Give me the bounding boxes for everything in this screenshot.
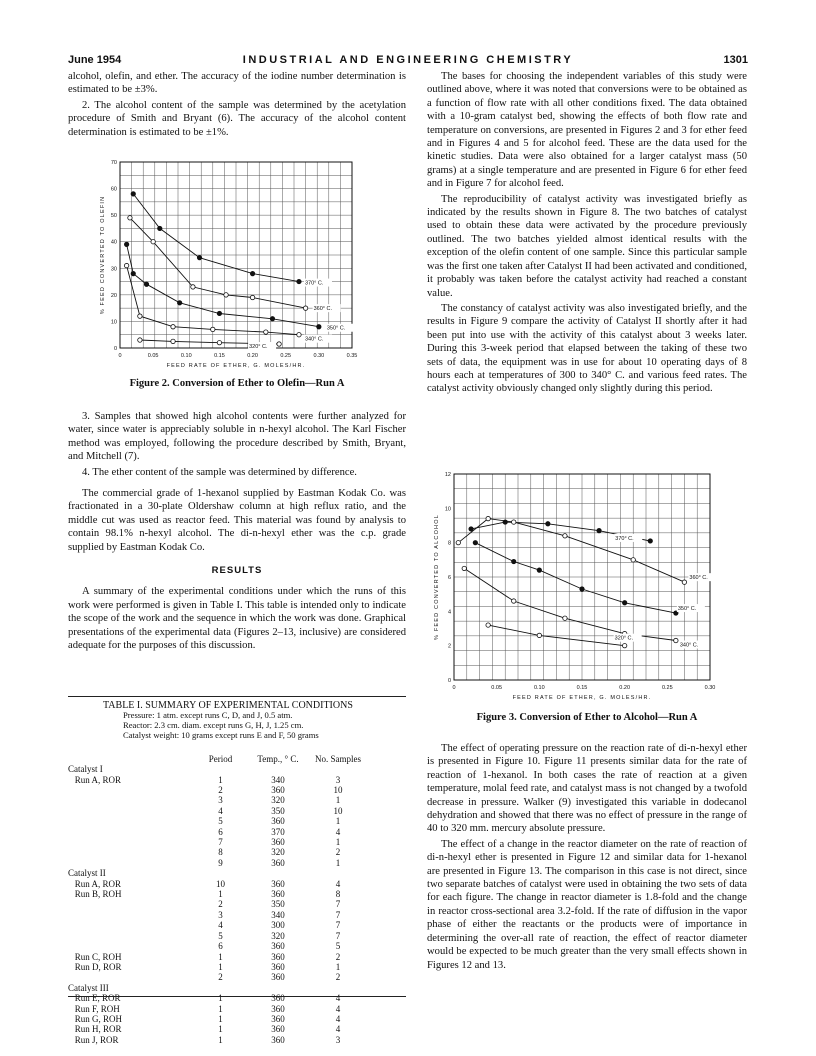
table-cell: 10	[216, 878, 225, 889]
y-tick-label: 20	[110, 292, 117, 299]
data-point	[224, 293, 228, 297]
data-point	[580, 587, 584, 591]
table-cell	[68, 910, 193, 920]
table-cell	[68, 972, 193, 982]
table-cell: 350	[271, 899, 285, 910]
data-point	[486, 516, 490, 520]
data-point	[217, 311, 221, 315]
x-tick-label: 0.25	[661, 685, 673, 691]
table-cell: Run H, ROR	[68, 1024, 122, 1035]
table-row	[68, 920, 368, 930]
data-point	[270, 317, 274, 321]
table-row	[68, 816, 368, 826]
x-tick-label: 0	[118, 353, 122, 359]
data-point	[128, 216, 132, 220]
table-row	[68, 1024, 368, 1034]
table-cell	[68, 827, 193, 837]
table-header-row	[68, 744, 368, 764]
y-axis-label: % FEED CONVERTED TO OLEFIN	[100, 195, 106, 315]
paragraph: The effect of a change in the reactor diameter on the rate of reaction of di-n-hexyl ether is presented in Figure 12 and similar data for 1-hexanol are presented in Figure 13. The comparison in this case is not direct, since two separate batches of catalyst were used in obtaining the two sets of data for each figure. The change in reactor diameter is 1.8-fold and the change in reactor cross-sectional area 3.2-fold. If the rate of diffusion in the vapor phase of either the reactants or the products were of importance in determining the over-all rate of reaction, the effect of reactor diameter would be expected to be much greater than the very small effects shown in Figures 12 and 13.	[427, 838, 747, 971]
x-tick-label: 0.10	[180, 353, 192, 359]
x-tick-label: 0.30	[313, 353, 325, 359]
table-row	[68, 764, 368, 774]
data-point	[277, 342, 281, 346]
table-header-cell: Temp., ° C.	[257, 753, 299, 764]
table-top-rule	[68, 696, 406, 697]
table-title: TABLE I. SUMMARY OF EXPERIMENTAL CONDITIONS	[103, 700, 353, 711]
data-point	[250, 271, 254, 275]
table-cell: 7	[218, 837, 223, 848]
table-cell	[248, 868, 308, 878]
x-tick-label: 0.35	[346, 353, 358, 359]
table-cell: 8	[218, 847, 223, 858]
paragraph: The reproducibility of catalyst activity was investigated briefly as indicated by the results shown in Figure 8. The two batches of catalyst used to obtain these data were activated by the procedure previously outlined. The two batches yielded almost identical results with the exception of the olefin content of one sample. Since this particular sample was the first one taken after Catalyst II had been activated and conditioned, it probably was taken before the catalyst activity had reached a constant value.	[427, 193, 747, 299]
x-axis-label: FEED RATE OF ETHER, G. MOLES/HR.	[512, 695, 652, 701]
table-cell	[68, 847, 193, 857]
y-tick-label: 60	[110, 186, 117, 193]
data-point	[317, 325, 321, 329]
paragraph: The bases for choosing the independent variables of this study were outlined above, where it was noted that conversions were to be obtained as a function of flow rate with all other conditions fixed. The data obtained with a 10-gram catalyst bed, showing the effects of both flow rate and temperature on conversions, are presented in Figures 2 and 3 for ether feed and in Figures 4 and 5 for alcohol feed. These are the data used for the kinetic studies. Data were also obtained for a larger catalyst mass (50 grams) at a single temperature and are presented in Figure 6 for ether feed and in Figure 7 for alcohol feed.	[427, 71, 747, 190]
curve-label: 360° C.	[313, 306, 333, 313]
table-cell: 360	[271, 889, 285, 900]
table-cell	[68, 795, 193, 805]
table-cell	[68, 816, 193, 826]
table-cell: 2	[335, 951, 341, 962]
y-tick-label: 10	[444, 506, 451, 513]
table-cell	[308, 764, 368, 774]
paragraph: 4. The ether content of the sample was determined by difference.	[82, 466, 357, 478]
table-cell: 2	[218, 899, 223, 910]
table-cell: 360	[271, 1013, 285, 1024]
data-point	[512, 599, 516, 603]
table-cell: Catalyst II	[68, 868, 106, 879]
table-cell: 300	[271, 920, 285, 931]
table-cell: Catalyst I	[68, 764, 103, 775]
table-row	[68, 910, 368, 920]
y-tick-label: 12	[444, 472, 451, 478]
data-point	[124, 242, 128, 246]
table-body	[68, 744, 368, 1045]
table-cell: Run D, ROR	[68, 961, 122, 972]
table-cell: 360	[271, 1024, 285, 1035]
x-tick-label: 0.20	[247, 353, 258, 359]
data-point	[211, 327, 215, 331]
table-cell: 1	[218, 889, 223, 900]
table-cell: Run B, ROH	[68, 889, 122, 900]
table-cell: 1	[218, 1003, 223, 1014]
table-cell: 1	[218, 774, 223, 785]
data-point	[674, 638, 678, 642]
data-point	[197, 255, 201, 259]
table-cell: 360	[271, 951, 285, 962]
data-point	[171, 325, 175, 329]
paragraph: A summary of the experimental conditions under which the runs of this work were performed is given in Table I. This table is intended only to indicate the scope of the work and the sequence in which the work was done. Graphical presentations of the experimental data (Figures 2–13, inclusive) are considered adequate for the purposes of this discussion.	[68, 586, 406, 652]
table-row	[68, 806, 368, 816]
table-cell: Run F, ROH	[68, 1003, 120, 1014]
data-point	[563, 616, 567, 620]
data-point	[191, 285, 195, 289]
table-cell	[68, 785, 193, 795]
table-row	[68, 858, 368, 868]
y-tick-label: 0	[447, 678, 451, 684]
curve-label: 370° C.	[304, 280, 324, 287]
table-cell: 4	[335, 826, 341, 837]
table-cell	[68, 931, 193, 941]
table-cell	[248, 764, 308, 774]
data-point	[250, 295, 254, 299]
x-tick-label: 0.05	[491, 685, 503, 691]
table-cell: 2	[218, 785, 223, 795]
table-cell: 1	[218, 993, 223, 1004]
data-point	[631, 558, 635, 562]
table-cell: 8	[335, 889, 341, 900]
series-line	[464, 568, 676, 640]
table-cell	[68, 837, 193, 847]
table-cell: 1	[218, 951, 223, 962]
curve-label: 350° C.	[326, 325, 346, 332]
table-cell	[68, 920, 193, 930]
data-point	[473, 540, 477, 544]
table-cell: 1	[335, 857, 341, 868]
table-cell: 7	[335, 909, 341, 920]
table-cell	[68, 806, 193, 816]
table-row	[68, 785, 368, 795]
table-cell: 1	[335, 837, 341, 848]
table-note: Catalyst weight: 10 grams except runs E and F, 50 grams	[123, 729, 319, 740]
table-cell: 360	[271, 972, 285, 983]
y-tick-label: 40	[110, 239, 117, 246]
data-point	[469, 527, 473, 531]
table-cell	[308, 868, 368, 878]
data-point	[217, 340, 221, 344]
paragraph: alcohol, olefin, and ether. The accuracy of the iodine number determination is estimated to be ±3%.	[68, 71, 406, 96]
data-point	[177, 301, 181, 305]
table-cell: 360	[271, 1034, 285, 1045]
data-point	[512, 520, 516, 524]
data-point	[546, 522, 550, 526]
table-cell: 1	[218, 1034, 223, 1045]
table-cell: 320	[271, 930, 285, 941]
table-cell: 3	[335, 1034, 341, 1045]
paragraph: The commercial grade of 1-hexanol supplied by Eastman Kodak Co. was fractionated in a 30-plate Oldershaw column at high reflux ratio, and the middle cut was used as reactor feed. This material was found by analysis to contain 98.1% n-hexyl alcohol. The di-n-hexyl ether was the c.p. grade supplied by Eastman Kodak Co.	[68, 488, 406, 553]
data-point	[138, 314, 142, 318]
page-number: 1301	[723, 54, 748, 66]
paragraph: The effect of operating pressure on the reaction rate of di-n-hexyl ether is presented in Figure 10. Figure 11 presents similar data for the rate of reaction of 1-hexanol. In both cases the rate of reaction at a given temperature, molal feed rate, and catalyst mass is not changed by a twofold decrease in pressure. Walker (9) investigated this variable in dodecanol dehydration and showed that there was no effect of pressure in the range of 40 to 320 mm. mercury absolute pressure.	[427, 743, 747, 835]
table-cell: 1	[335, 795, 341, 806]
y-tick-label: 8	[447, 540, 451, 547]
table-cell: 3	[218, 795, 223, 806]
table-cell: 2	[335, 847, 341, 858]
y-tick-label: 4	[447, 609, 451, 616]
data-point	[171, 339, 175, 343]
table-cell: 4	[335, 878, 341, 889]
table-cell: 5	[335, 941, 341, 952]
data-point	[131, 271, 135, 275]
table-cell: 360	[271, 941, 285, 952]
table-header-cell: Period	[208, 753, 233, 764]
table-cell: Run A, ROR	[68, 774, 122, 785]
paragraph: 3. Samples that showed high alcohol contents were further analyzed for water, since water is appreciably soluble in n-hexyl alcohol. The Karl Fischer method was employed, following the procedure described by Smith, Bryant, and Mitchell (7).	[68, 411, 406, 463]
table-cell: 340	[271, 909, 285, 920]
curve-label: 350° C.	[677, 606, 697, 613]
table-row	[68, 983, 368, 993]
table-cell: 7	[335, 930, 341, 941]
table-cell: 6	[218, 826, 223, 837]
table-cell: 360	[271, 993, 285, 1004]
table-row	[68, 941, 368, 951]
x-tick-label: 0.15	[576, 685, 588, 691]
figure-2	[84, 150, 384, 377]
table-cell	[193, 868, 248, 878]
table-cell: 5	[218, 930, 223, 941]
table-row	[68, 889, 368, 899]
table-row	[68, 879, 368, 889]
table-row	[68, 972, 368, 982]
data-point	[297, 279, 301, 283]
y-axis-label: % FEED CONVERTED TO ALCOHOL	[434, 514, 440, 640]
table-cell: 10	[333, 805, 343, 816]
x-tick-label: 0.10	[533, 685, 545, 691]
data-point	[144, 282, 148, 286]
paragraph: The constancy of catalyst activity was also investigated briefly, and the results in Figure 9 compare the activity of Catalyst II shortly after it had been put into use with the activity of this catalyst about 3 weeks later. During this 3-week period that elapsed between the taking of these two sets of data, the equipment was in use for about 10 operating days of 8 hours each at temperatures of 300 to 340° C. and various feed rates. The catalyst activity obviously changed only slightly during this period.	[427, 302, 747, 395]
table-cell: 4	[335, 1003, 341, 1014]
data-point	[486, 623, 490, 627]
table-cell: 2	[218, 972, 223, 983]
curve-label: 340° C.	[304, 336, 324, 343]
curve-label: 320° C.	[614, 635, 634, 642]
table-cell: 10	[333, 785, 343, 795]
data-point	[622, 643, 626, 647]
table-note: Pressure: 1 atm. except runs C, D, and J, 0.5 atm.	[123, 710, 293, 721]
journal-title: INDUSTRIAL AND ENGINEERING CHEMISTRY	[242, 54, 574, 66]
table-header-cell: No. Samples	[315, 753, 361, 764]
data-point	[622, 601, 626, 605]
data-point	[648, 539, 652, 543]
table-row	[68, 962, 368, 972]
table-row	[68, 952, 368, 962]
table-row	[68, 795, 368, 805]
table-cell	[68, 941, 193, 951]
data-point	[563, 534, 567, 538]
figure-3	[434, 468, 730, 711]
y-tick-label: 30	[110, 266, 117, 273]
table-cell: 320	[271, 847, 285, 858]
y-tick-label: 0	[113, 346, 117, 352]
data-point	[297, 333, 301, 337]
data-point	[158, 226, 162, 230]
data-point	[462, 566, 466, 570]
figure-2-chart	[84, 150, 384, 372]
table-row	[68, 837, 368, 847]
table-1	[68, 701, 406, 1045]
figure-3-chart	[434, 468, 730, 706]
x-tick-label: 0.30	[704, 685, 716, 691]
y-tick-label: 70	[110, 160, 117, 166]
table-cell: 5	[218, 816, 223, 827]
table-cell	[193, 764, 248, 774]
table-cell: 1	[335, 816, 341, 827]
x-tick-label: 0.25	[280, 353, 292, 359]
data-point	[456, 540, 460, 544]
table-cell: 4	[218, 920, 223, 931]
table-cell: 360	[271, 785, 285, 795]
data-point	[303, 306, 307, 310]
data-point	[512, 559, 516, 563]
table-cell: 4	[335, 993, 341, 1004]
y-tick-label: 50	[110, 213, 117, 220]
curve-label: 360° C.	[689, 575, 708, 582]
right-column-top	[427, 70, 747, 398]
table-cell: 2	[335, 972, 341, 983]
data-point	[124, 263, 128, 267]
table-cell: 360	[271, 816, 285, 827]
data-point	[537, 568, 541, 572]
table-cell: 7	[335, 899, 341, 910]
table-row	[68, 1004, 368, 1014]
curve-label: 370° C.	[615, 535, 634, 542]
data-point	[597, 528, 601, 532]
table-cell: 350	[271, 805, 285, 816]
paragraph: 2. The alcohol content of the sample was determined by the acetylation procedure of Smith and Bryant (6). The accuracy of the alcohol content determination is estimated to be ±1%.	[68, 99, 406, 138]
data-point	[151, 240, 155, 244]
table-cell	[248, 983, 308, 993]
table-cell: 360	[271, 857, 285, 868]
table-cell: 370	[271, 826, 285, 837]
table-note: Reactor: 2.3 cm. diam. except runs G, H, J, 1.25 cm.	[123, 720, 304, 730]
table-cell: 4	[335, 1013, 341, 1024]
data-point	[138, 338, 142, 342]
table-cell	[68, 899, 193, 909]
table-row	[68, 1014, 368, 1024]
x-tick-label: 0.05	[147, 353, 159, 359]
figure-3-caption: Figure 3. Conversion of Ether to Alcohol—Run A	[476, 712, 698, 723]
data-point	[131, 192, 135, 196]
table-cell: 1	[218, 961, 223, 972]
left-column-middle	[68, 410, 406, 655]
series-line	[127, 244, 319, 326]
table-row	[68, 868, 368, 878]
x-tick-label: 0.15	[214, 353, 225, 359]
y-tick-label: 10	[110, 319, 117, 326]
y-tick-label: 2	[447, 643, 451, 650]
table-row	[68, 1035, 368, 1045]
table-cell: 340	[271, 774, 285, 785]
table-row	[68, 775, 368, 785]
table-header-cell	[68, 744, 193, 764]
table-row	[68, 931, 368, 941]
table-cell: 9	[218, 857, 223, 868]
table-cell	[308, 983, 368, 993]
figure-2-caption: Figure 2. Conversion of Ether to Olefin—Run A	[129, 378, 345, 389]
data-point	[537, 633, 541, 637]
table-row	[68, 827, 368, 837]
right-column-bottom	[427, 742, 747, 974]
table-row	[68, 899, 368, 909]
table-cell: Run J, ROR	[68, 1034, 119, 1045]
table-cell: Run C, ROH	[68, 951, 122, 962]
table-cell: 360	[271, 961, 285, 972]
data-point	[264, 330, 268, 334]
table-cell: Run E, ROR	[68, 993, 121, 1004]
table-cell: 1	[218, 1013, 223, 1024]
table-cell: 4	[218, 805, 223, 816]
table-row	[68, 847, 368, 857]
curve-label: 340° C.	[679, 642, 699, 649]
table-cell: 320	[271, 795, 285, 806]
table-cell: Catalyst III	[68, 982, 109, 993]
table-cell: 360	[271, 1003, 285, 1014]
table-cell: 7	[335, 920, 341, 931]
x-tick-label: 0.20	[619, 685, 631, 691]
table-cell: 360	[271, 837, 285, 848]
x-tick-label: 0	[452, 685, 456, 691]
results-heading: RESULTS	[211, 565, 263, 577]
table-row	[68, 993, 368, 1003]
table-cell: Run A, ROR	[68, 878, 122, 889]
data-point	[682, 580, 686, 584]
table-cell: 4	[335, 1024, 341, 1035]
header-date: June 1954	[68, 54, 122, 66]
table-cell: 360	[271, 878, 285, 889]
curve-label: 320° C.	[249, 344, 268, 351]
table-cell: 1	[335, 961, 341, 972]
left-column-top	[68, 70, 406, 141]
x-axis-label: FEED RATE OF ETHER, G. MOLES/HR.	[166, 363, 306, 369]
y-tick-label: 6	[447, 575, 451, 581]
table-cell	[68, 858, 193, 868]
table-cell: 6	[218, 941, 223, 952]
table-cell	[193, 983, 248, 993]
table-cell: 1	[218, 1024, 223, 1035]
table-cell: 3	[335, 774, 341, 785]
table-cell: Run G, ROH	[68, 1013, 123, 1024]
table-bottom-rule	[68, 996, 406, 997]
table-cell: 3	[218, 909, 223, 920]
